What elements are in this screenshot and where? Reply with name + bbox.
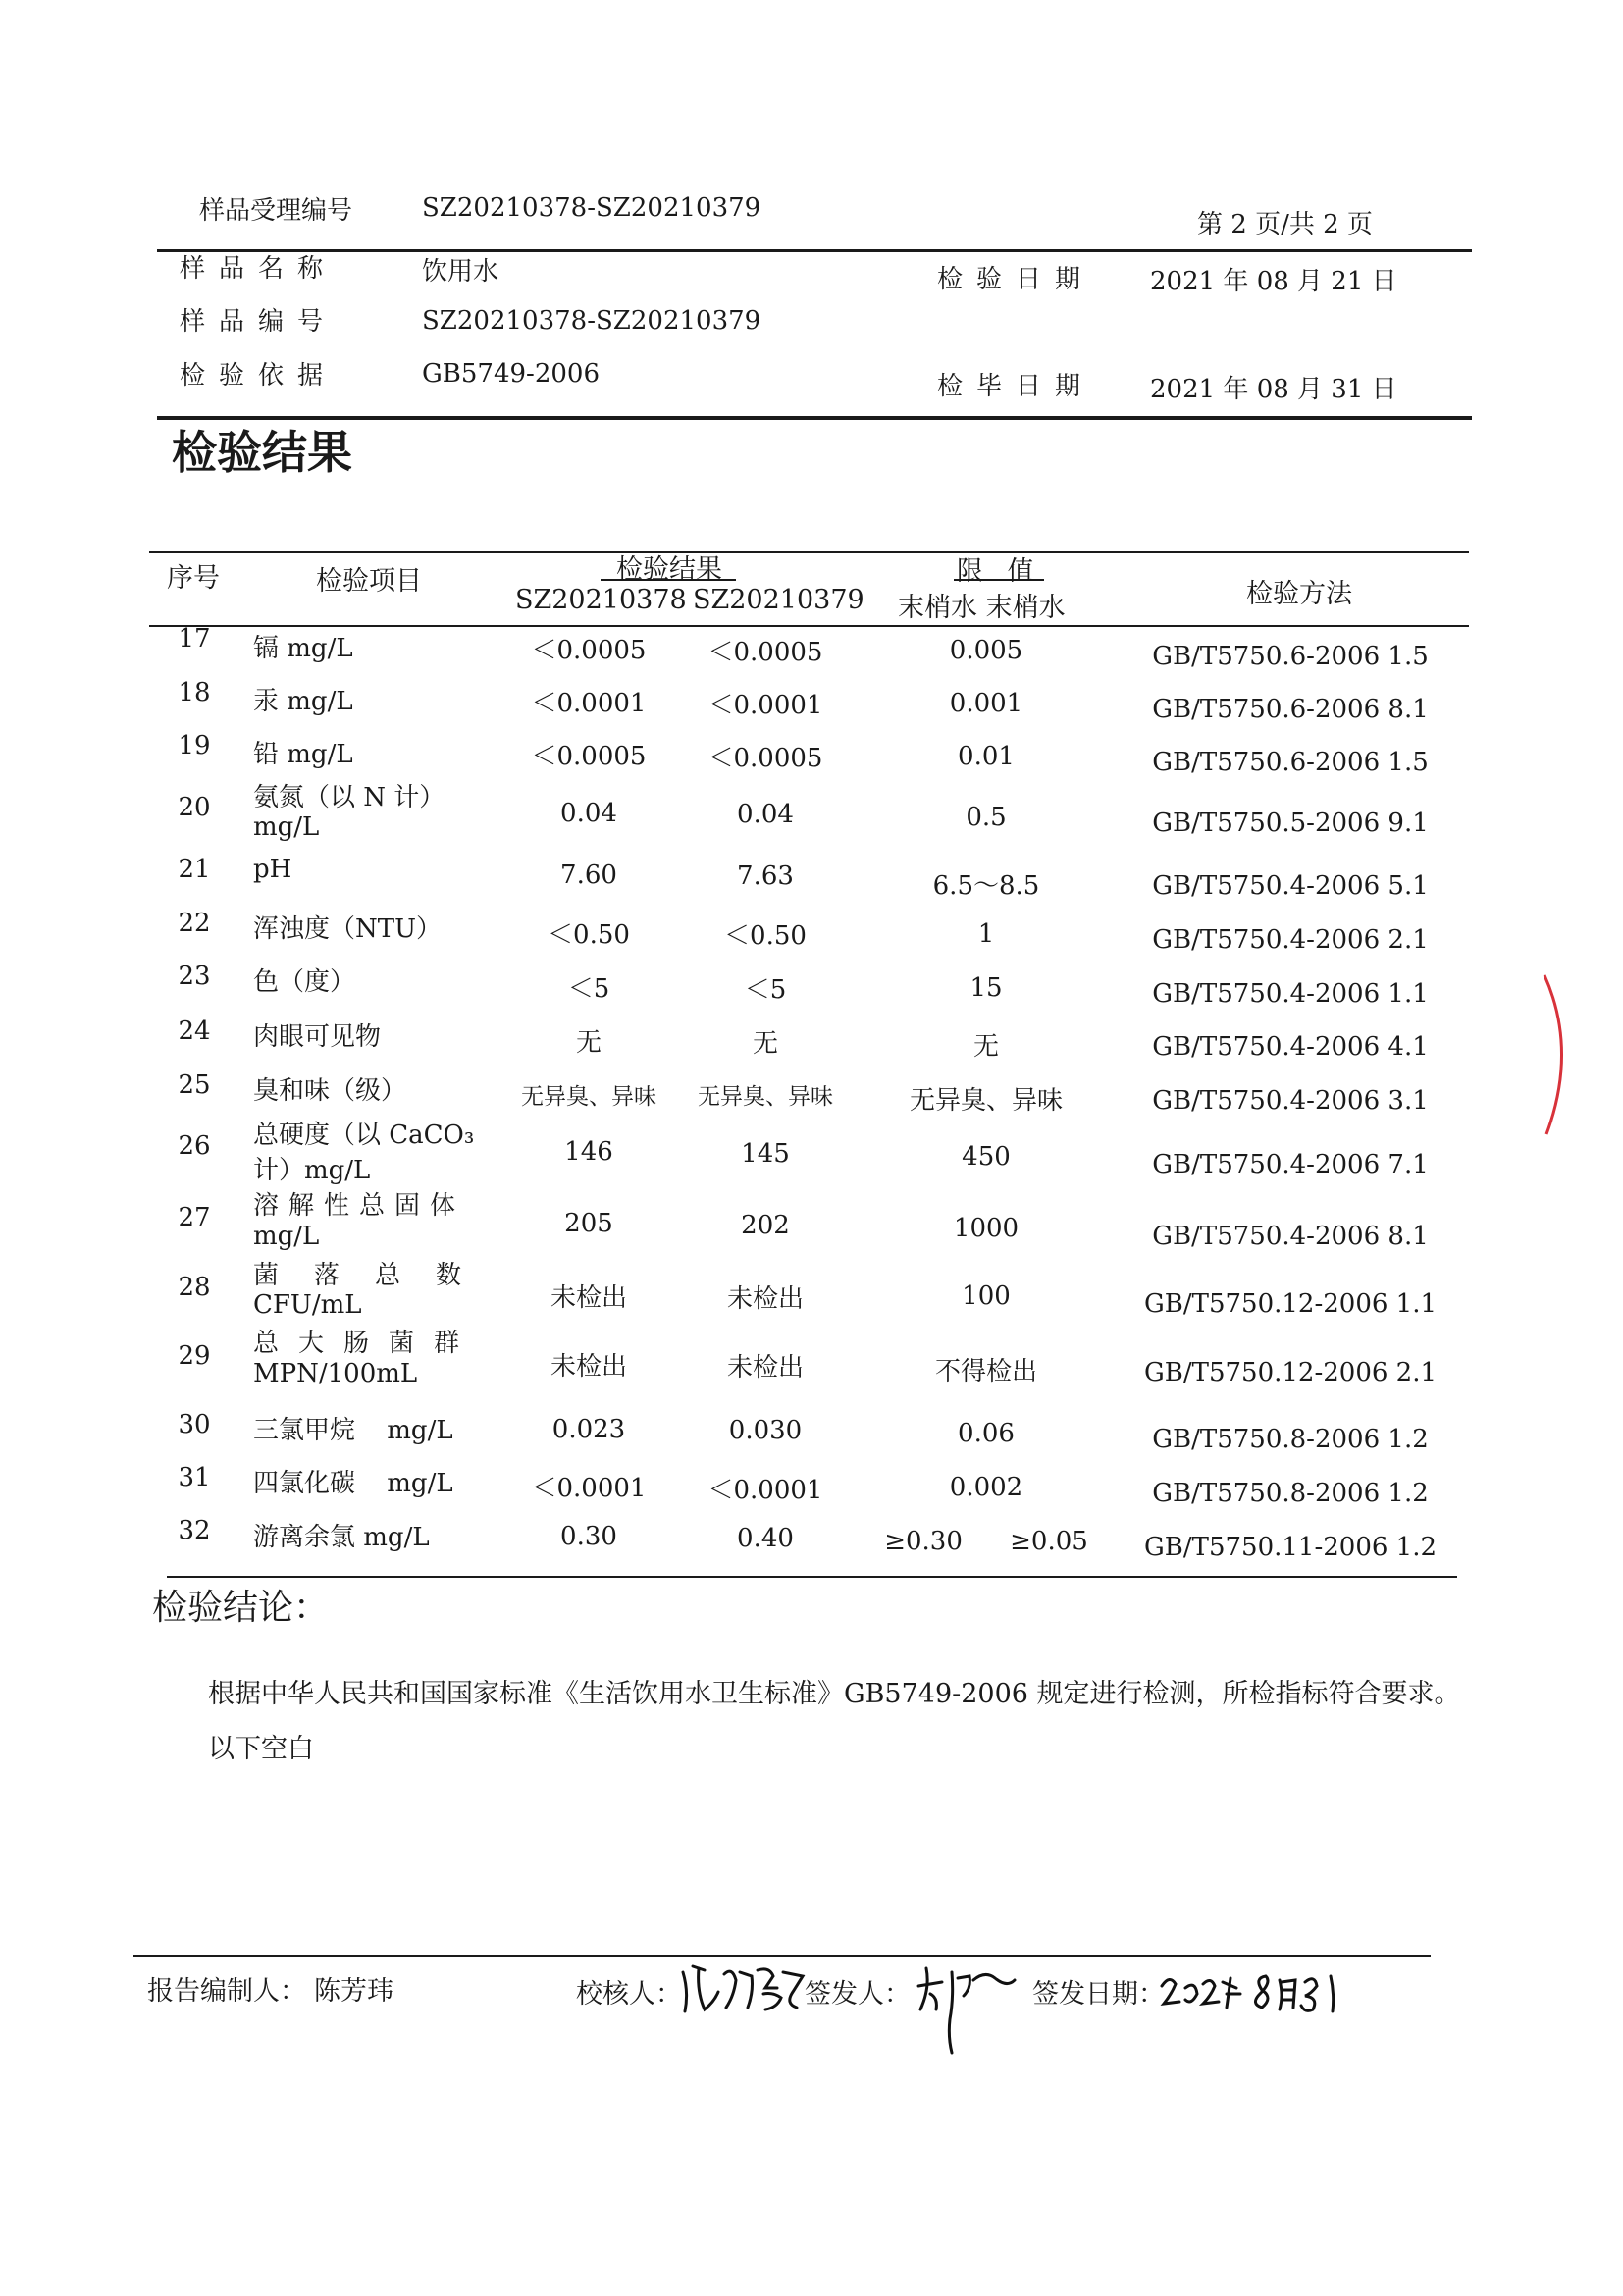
row-method: GB/T5750.4-2006 3.1 bbox=[1152, 1086, 1429, 1116]
sample-name-label: 样品名称 bbox=[180, 254, 338, 284]
row-result-b: ＜0.50 bbox=[724, 921, 807, 951]
row-method: GB/T5750.4-2006 5.1 bbox=[1152, 871, 1429, 901]
row-method: GB/T5750.4-2006 4.1 bbox=[1152, 1032, 1429, 1062]
table-top-rule bbox=[149, 551, 1469, 553]
basis-label: 检验依据 bbox=[180, 361, 338, 391]
header-top-rule bbox=[157, 249, 1472, 252]
row-method: GB/T5750.8-2006 1.2 bbox=[1152, 1425, 1429, 1454]
row-no: 32 bbox=[178, 1516, 211, 1545]
row-result-a: 205 bbox=[564, 1209, 613, 1238]
sample-no-label: 样品编号 bbox=[180, 307, 338, 337]
row-limit: ≥0.30 ≥0.05 bbox=[884, 1527, 1088, 1556]
row-no: 22 bbox=[178, 909, 211, 938]
test-date-label: 检验日期 bbox=[937, 265, 1095, 294]
row-limit: 0.01 bbox=[958, 742, 1015, 771]
row-result-b: 145 bbox=[741, 1139, 790, 1169]
row-result-b: 202 bbox=[741, 1211, 790, 1240]
row-limit: 6.5～8.5 bbox=[932, 871, 1040, 901]
row-item: 镉 mg/L bbox=[253, 634, 353, 663]
row-item: 氨氮（以 N 计） bbox=[253, 783, 445, 812]
accept-no-label: 样品受理编号 bbox=[199, 196, 353, 226]
conclusion-title: 检验结论： bbox=[152, 1588, 330, 1628]
finish-date-value: 2021 年 08 月 31 日 bbox=[1150, 375, 1397, 404]
row-item-line2: mg/L bbox=[253, 1222, 320, 1251]
row-no: 29 bbox=[178, 1341, 211, 1371]
row-item bbox=[253, 1185, 477, 1222]
header-bottom-rule bbox=[157, 416, 1472, 420]
row-result-b: ＜0.0001 bbox=[707, 691, 823, 720]
row-no: 28 bbox=[178, 1273, 211, 1302]
row-item: pH bbox=[253, 855, 292, 884]
row-method: GB/T5750.4-2006 7.1 bbox=[1152, 1150, 1429, 1179]
row-method: GB/T5750.11-2006 1.2 bbox=[1143, 1533, 1438, 1562]
row-limit: 0.5 bbox=[966, 803, 1007, 832]
row-result-a: 未检出 bbox=[550, 1283, 627, 1313]
row-result-b: 0.030 bbox=[728, 1416, 803, 1445]
sample-name-value: 饮用水 bbox=[422, 257, 499, 287]
row-item: 三氯甲烷 mg/L bbox=[253, 1416, 453, 1445]
blank-note: 以下空白 bbox=[208, 1734, 314, 1764]
row-result-a: 未检出 bbox=[550, 1352, 627, 1382]
row-item: 总硬度（以 CaCO₃ bbox=[253, 1121, 475, 1150]
row-no: 31 bbox=[178, 1463, 211, 1492]
row-method: GB/T5750.12-2006 1.1 bbox=[1143, 1289, 1438, 1319]
compiler-name: 陈芳玮 bbox=[314, 1976, 393, 2007]
row-item: 四氯化碳 mg/L bbox=[253, 1469, 453, 1498]
row-result-b: ＜0.0005 bbox=[707, 744, 823, 773]
col-method-header: 检验方法 bbox=[1246, 579, 1352, 609]
row-no: 17 bbox=[178, 624, 211, 653]
col-result-a-header: SZ20210378 bbox=[515, 585, 687, 615]
row-limit: 无异臭、异味 bbox=[909, 1086, 1063, 1116]
row-limit: 1 bbox=[977, 919, 995, 949]
row-result-a: 无异臭、异味 bbox=[521, 1084, 656, 1110]
issuer-signature bbox=[913, 1958, 1021, 2057]
col-result-b-header: SZ20210379 bbox=[693, 585, 864, 615]
row-no: 18 bbox=[178, 678, 211, 707]
page-info: 第 2 页/共 2 页 bbox=[1197, 210, 1373, 239]
issue-date-handwritten bbox=[1158, 1960, 1354, 2019]
row-result-a: ＜0.0001 bbox=[531, 1474, 647, 1503]
row-no: 21 bbox=[178, 855, 211, 884]
row-limit: 450 bbox=[962, 1142, 1011, 1172]
row-method: GB/T5750.6-2006 1.5 bbox=[1152, 748, 1429, 777]
row-limit: 0.005 bbox=[949, 636, 1023, 665]
page-title: 检验结果 bbox=[172, 426, 352, 479]
row-result-a: 146 bbox=[564, 1137, 613, 1167]
table-header-rule bbox=[149, 625, 1469, 627]
row-item: 色（度） bbox=[253, 967, 356, 997]
row-no: 24 bbox=[178, 1017, 211, 1046]
row-result-a: 0.023 bbox=[551, 1415, 626, 1444]
stamp-edge-mark bbox=[1539, 971, 1578, 1138]
col-result-header: 检验结果 bbox=[616, 554, 722, 585]
col-result-underline bbox=[601, 579, 736, 581]
row-method: GB/T5750.6-2006 1.5 bbox=[1152, 642, 1429, 671]
row-method: GB/T5750.4-2006 1.1 bbox=[1152, 979, 1429, 1009]
row-result-a: 0.30 bbox=[560, 1522, 617, 1551]
row-item: 汞 mg/L bbox=[253, 687, 353, 716]
row-item-line2: CFU/mL bbox=[253, 1290, 362, 1320]
row-method: GB/T5750.5-2006 9.1 bbox=[1152, 809, 1429, 838]
row-item: 总大肠菌群 bbox=[253, 1329, 480, 1358]
col-limit-underline bbox=[954, 579, 1044, 581]
row-limit: 0.06 bbox=[958, 1419, 1015, 1448]
row-no: 30 bbox=[178, 1410, 211, 1439]
row-result-a: 0.04 bbox=[560, 799, 617, 828]
row-item: 菌落总数 bbox=[253, 1261, 497, 1290]
col-limit-header: 限 值 bbox=[957, 556, 1042, 587]
row-item: 游离余氯 mg/L bbox=[253, 1523, 430, 1552]
finish-date-label: 检毕日期 bbox=[937, 372, 1095, 401]
row-result-a: ＜0.0005 bbox=[531, 742, 647, 771]
row-no: 27 bbox=[178, 1203, 211, 1232]
row-item: 浑浊度（NTU） bbox=[253, 914, 443, 944]
issuer-label: 签发人： bbox=[805, 1979, 911, 2009]
row-method: GB/T5750.6-2006 8.1 bbox=[1152, 695, 1429, 724]
row-item-line2: mg/L bbox=[253, 812, 320, 842]
row-limit: 100 bbox=[962, 1281, 1011, 1311]
row-no: 25 bbox=[178, 1070, 211, 1100]
table-bottom-rule bbox=[167, 1576, 1457, 1578]
row-result-b: 无 bbox=[752, 1029, 778, 1059]
row-item-line2: MPN/100mL bbox=[253, 1359, 418, 1388]
row-item-line2: 计）mg/L bbox=[253, 1156, 371, 1185]
row-limit: 1000 bbox=[953, 1214, 1020, 1243]
row-method: GB/T5750.4-2006 8.1 bbox=[1152, 1222, 1429, 1251]
row-limit: 15 bbox=[969, 973, 1003, 1003]
checker-label: 校核人： bbox=[576, 1979, 682, 2009]
col-item-header: 检验项目 bbox=[316, 566, 422, 597]
checker-signature bbox=[675, 1953, 812, 2021]
row-method: GB/T5750.4-2006 2.1 bbox=[1152, 925, 1429, 955]
row-limit: 无 bbox=[972, 1032, 999, 1062]
row-result-a: 无 bbox=[575, 1028, 602, 1058]
row-result-a: ＜0.0005 bbox=[531, 636, 647, 665]
row-result-b: ＜0.0005 bbox=[707, 638, 823, 667]
row-method: GB/T5750.8-2006 1.2 bbox=[1152, 1479, 1429, 1508]
row-no: 23 bbox=[178, 962, 211, 991]
row-result-a: ＜0.0001 bbox=[531, 689, 647, 718]
row-result-b: 0.40 bbox=[737, 1524, 794, 1553]
row-result-a: ＜0.50 bbox=[548, 920, 630, 950]
issue-date-label: 签发日期： bbox=[1032, 1979, 1165, 2009]
row-item: 臭和味（级） bbox=[253, 1076, 407, 1106]
row-result-b: 无异臭、异味 bbox=[698, 1084, 833, 1110]
row-item-text: 溶解性总固体 bbox=[253, 1191, 466, 1221]
compiler-label: 报告编制人： bbox=[147, 1976, 306, 2007]
row-item: 肉眼可见物 bbox=[253, 1022, 382, 1052]
row-limit: 0.002 bbox=[949, 1473, 1023, 1502]
col-no-header: 序号 bbox=[167, 563, 220, 594]
conclusion-text: 根据中华人民共和国国家标准《生活饮用水卫生标准》GB5749-2006 规定进行检测，所检指标符合要求。 bbox=[208, 1679, 1461, 1709]
row-result-b: ＜0.0001 bbox=[707, 1476, 823, 1505]
row-method: GB/T5750.12-2006 2.1 bbox=[1143, 1358, 1438, 1387]
row-no: 26 bbox=[178, 1131, 211, 1161]
row-result-b: 未检出 bbox=[726, 1353, 804, 1383]
row-result-b: 未检出 bbox=[726, 1284, 804, 1314]
row-result-a: ＜5 bbox=[567, 974, 610, 1004]
col-limit-sub-header: 末梢水 末梢水 bbox=[898, 593, 1066, 623]
row-result-a: 7.60 bbox=[560, 861, 617, 890]
row-limit: 0.001 bbox=[949, 689, 1023, 718]
row-limit: 不得检出 bbox=[934, 1357, 1037, 1386]
row-result-b: 7.63 bbox=[737, 861, 794, 891]
row-no: 19 bbox=[178, 731, 211, 760]
row-no: 20 bbox=[178, 793, 211, 822]
accept-no-value: SZ20210378-SZ20210379 bbox=[422, 193, 761, 223]
test-date-value: 2021 年 08 月 21 日 bbox=[1150, 267, 1397, 296]
row-item: 铅 mg/L bbox=[253, 740, 353, 769]
row-result-b: ＜5 bbox=[744, 975, 787, 1005]
row-result-b: 0.04 bbox=[737, 800, 794, 829]
sample-no-value: SZ20210378-SZ20210379 bbox=[422, 306, 761, 336]
basis-value: GB5749-2006 bbox=[422, 359, 600, 389]
